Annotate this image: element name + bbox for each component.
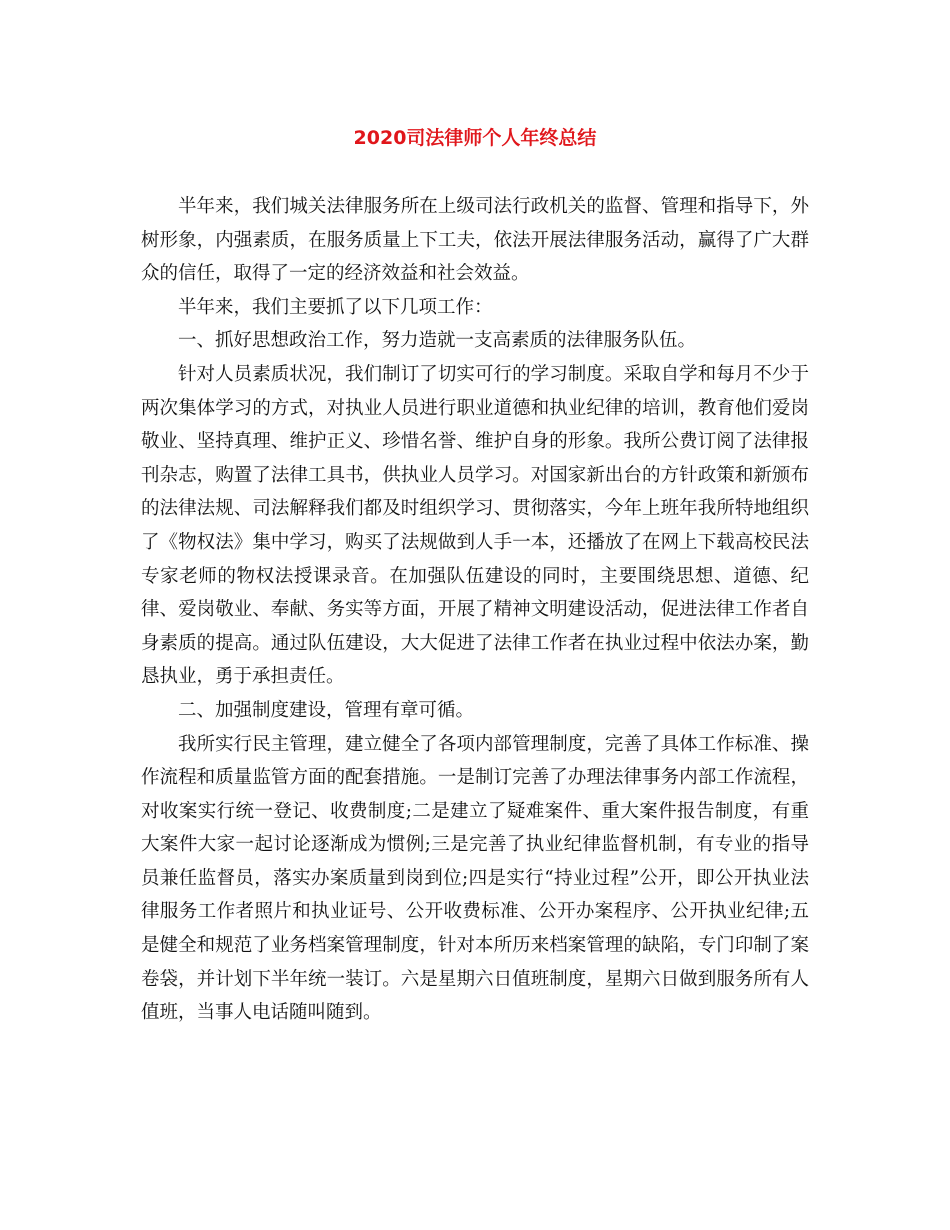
paragraph-intro: 半年来，我们城关法律服务所在上级司法行政机关的监督、管理和指导下，外树形象，内强素质，在服务质量上下工夫，依法开展法律服务活动，赢得了广大群众的信任，取得了一定的经济效益和社会效益。 — [141, 196, 809, 285]
section-heading-1: 一、抓好思想政治工作，努力造就一支高素质的法律服务队伍。 — [178, 330, 697, 352]
paragraph-section-2: 我所实行民主管理，建立健全了各项内部管理制度，完善了具体工作标准、操作流程和质量监管方面的配套措施。一是制订完善了办理法律事务内部工作流程，对收案实行统一登记、收费制度;二是建立了疑难案件、重大案件报告制度，有重大案件大家一起讨论逐渐成为惯例;三是完善了执业纪律监督机制，有专业的指导员兼任监督员，落实办案质量到岗到位;四是实行“持业过程”公开，即公开执业法律服务工作者照片和执业证号、公开收费标准、公开办案程序、公开执业纪律;五是健全和规范了业务档案管理制度，针对本所历来档案管理的缺陷，专门印制了案卷袋，并计划下半年统一装订。六是星期六日值班制度，星期六日做到服务所有人值班，当事人电话随叫随到。 — [141, 733, 809, 1024]
paragraph-overview: 半年来，我们主要抓了以下几项工作： — [178, 296, 493, 318]
document-body — [141, 190, 809, 1030]
section-heading-2: 二、加强制度建设，管理有章可循。 — [178, 699, 475, 721]
paragraph-section-1: 针对人员素质状况，我们制订了切实可行的学习制度。采取自学和每月不少于两次集体学习的方式，对执业人员进行职业道德和执业纪律的培训，教育他们爱岗敬业、坚持真理、维护正义、珍惜名誉、维护自身的形象。我所公费订阅了法律报刊杂志，购置了法律工具书，供执业人员学习。对国家新出台的方针政策和新颁布的法律法规、司法解释我们都及时组织学习、贯彻落实，今年上班年我所特地组织了《物权法》集中学习，购买了法规做到人手一本，还播放了在网上下载高校民法专家老师的物权法授课录音。在加强队伍建设的同时，主要围绕思想、道德、纪律、爱岗敬业、奉献、务实等方面，开展了精神文明建设活动，促进法律工作者自身素质的提高。通过队伍建设，大大促进了法律工作者在执业过程中依法办案，勤恳执业，勇于承担责任。 — [141, 363, 809, 688]
document-title: 2020司法律师个人年终总结 — [353, 127, 597, 149]
